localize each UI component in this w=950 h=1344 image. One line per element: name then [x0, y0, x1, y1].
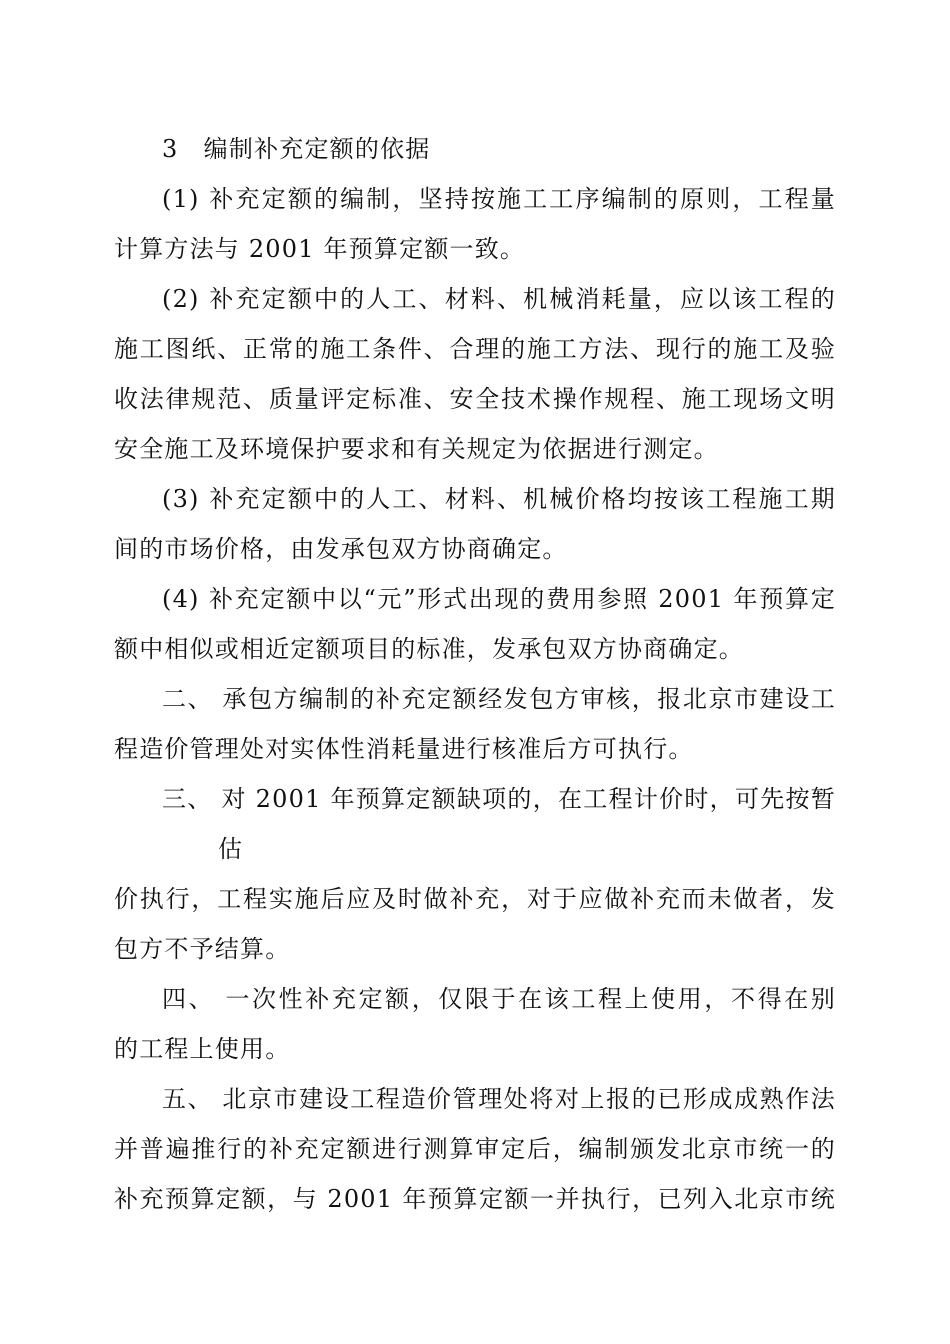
paragraph-line: (2) 补充定额中的人工、材料、机械消耗量，应以该工程的 [162, 285, 836, 313]
paragraph-line: 估 [218, 835, 244, 863]
paragraph-line: 间的市场价格，由发承包双方协商确定。 [114, 535, 568, 563]
paragraph-line: 并普遍推行的补充定额进行测算审定后，编制颁发北京市统一的 [114, 1135, 836, 1163]
paragraph-line: (3) 补充定额中的人工、材料、机械价格均按该工程施工期 [162, 485, 836, 513]
paragraph-line: 价执行，工程实施后应及时做补充，对于应做补充而未做者，发 [114, 885, 836, 913]
paragraph-line: 包方不予结算。 [114, 935, 291, 963]
paragraph-line: 补充预算定额，与 2001 年预算定额一并执行，已列入北京市统 [114, 1185, 836, 1213]
paragraph-line: (1) 补充定额的编制，坚持按施工工序编制的原则，工程量 [162, 185, 836, 213]
paragraph-line: 三、 对 2001 年预算定额缺项的，在工程计价时，可先按暂 [162, 785, 836, 813]
paragraph-line: 计算方法与 2001 年预算定额一致。 [114, 235, 526, 263]
paragraph-line: 施工图纸、正常的施工条件、合理的施工方法、现行的施工及验 [114, 335, 836, 363]
paragraph-line: (4) 补充定额中以“元”形式出现的费用参照 2001 年预算定 [162, 585, 836, 613]
paragraph-line: 的工程上使用。 [114, 1035, 291, 1063]
paragraph-line: 四、 一次性补充定额，仅限于在该工程上使用，不得在别 [162, 985, 836, 1013]
paragraph-line: 五、 北京市建设工程造价管理处将对上报的已形成成熟作法 [162, 1085, 836, 1113]
paragraph-line: 额中相似或相近定额项目的标准，发承包双方协商确定。 [114, 635, 744, 663]
paragraph-line: 安全施工及环境保护要求和有关规定为依据进行测定。 [114, 435, 719, 463]
paragraph-line: 收法律规范、质量评定标准、安全技术操作规程、施工现场文明 [114, 385, 836, 413]
paragraph-line: 程造价管理处对实体性消耗量进行核准后方可执行。 [114, 735, 694, 763]
paragraph-line: 二、 承包方编制的补充定额经发包方审核，报北京市建设工 [162, 685, 836, 713]
section-heading: 3 编制补充定额的依据 [162, 135, 431, 163]
